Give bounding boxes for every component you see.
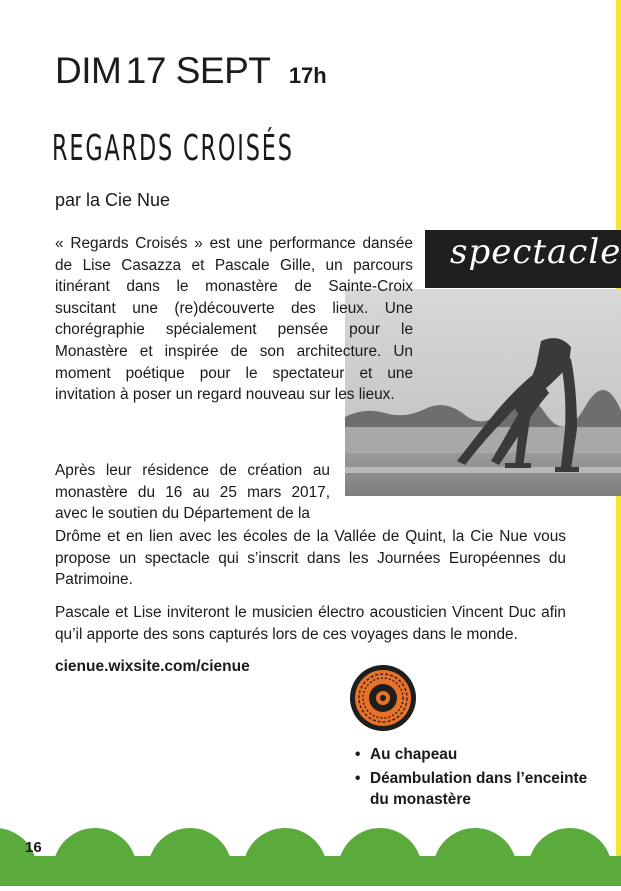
description-paragraph-1: « Regards Croisés » est une performance dansée de Lise Casazza et Pascale Gille, un parcours itinérant dans le monastère de Sainte-Croix suscitant une (re)découverte des lieux. Une chorégraphie spécialement pensée pour le Monastère et inspirée de son architecture. Un moment poétique pour le spectateur et une invitation à poser un regard nouveau sur les lieux. [55, 235, 413, 404]
bullet-item [355, 768, 590, 810]
website-link[interactable]: cienue.wixsite.com/cienue [55, 658, 250, 675]
show-title: REGARDS CROISÉS [52, 128, 294, 169]
bullet-item [355, 744, 590, 765]
info-bullets [355, 744, 590, 813]
event-date [55, 50, 327, 92]
description-paragraph-2-end: Drôme et en lien avec les écoles de la Vallée de Quint, la Cie Nue vous propose un spectacle qui s’inscrit dans les Journées Européennes du Patrimoine. [55, 528, 566, 589]
bullet-text: Déambulation dans l’enceinte du monastère [370, 770, 588, 808]
bullet-dot: • [355, 746, 361, 763]
category-tag: spectacle [450, 232, 621, 272]
footer-scallop-band [0, 826, 621, 886]
bullet-dot: • [355, 770, 361, 787]
bullet-text: Au chapeau [370, 746, 458, 763]
company-name: par la Cie Nue [55, 190, 171, 210]
description-paragraph-3: Pascale et Lise inviteront le musicien électro acousticien Vincent Duc afin qu’il apporte des sons capturés lors de ces voyages dans le monde. [55, 604, 566, 643]
event-time: 17h [288, 63, 327, 88]
price-badge-icon [348, 663, 418, 733]
description-paragraph-2-start: Après leur résidence de création au monastère du 16 au 25 mars 2017, avec le soutien du Département de la [55, 462, 330, 523]
page-number: 16 [25, 839, 42, 856]
event-day-date: 17 SEPT [125, 50, 271, 91]
event-day: DIM [55, 50, 122, 91]
